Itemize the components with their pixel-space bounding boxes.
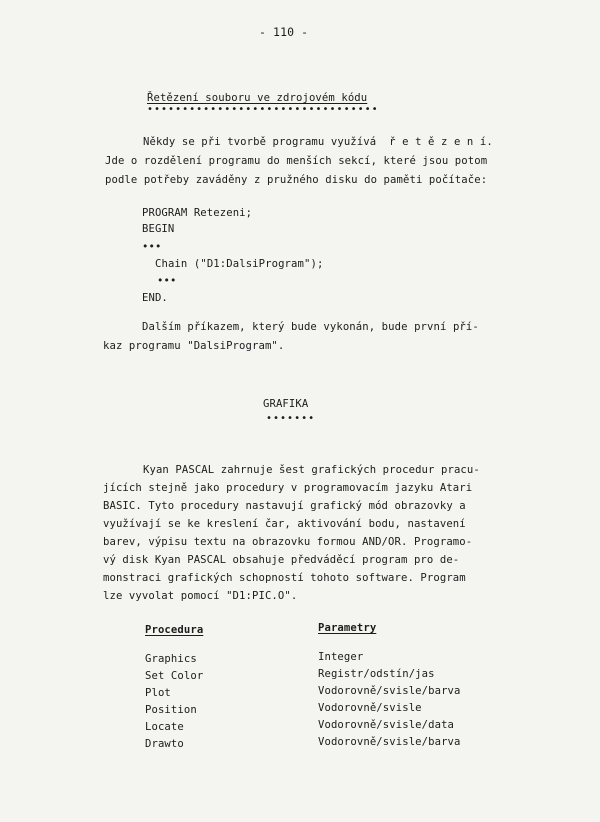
section-heading-grafika: GRAFIKA	[263, 398, 309, 410]
paragraph-line: Jde o rozdělení programu do menších sekcí, které jsou potom	[105, 155, 488, 167]
table-cell-procedure: Plot	[145, 687, 171, 699]
paragraph-line: podle potřeby zaváděny z pružného disku do paměti počítače:	[105, 174, 488, 186]
paragraph-line: monstraci grafických schopností tohoto software. Program	[103, 572, 466, 584]
table-header-parameters: Parametry	[318, 622, 377, 634]
page-number: - 110 -	[259, 25, 309, 39]
paragraph-line: využívají se ke kreslení čar, aktivování bodu, nastavení	[103, 518, 466, 530]
code-line: PROGRAM Retezeni;	[142, 207, 253, 219]
table-cell-procedure: Drawto	[145, 738, 184, 750]
paragraph-line: Dalším příkazem, který bude vykonán, bude první pří-	[142, 321, 479, 333]
paragraph-line: Někdy se při tvorbě programu využívá ř e t ě z e n í.	[143, 136, 493, 148]
table-cell-params: Vodorovně/svisle/barva	[318, 736, 461, 748]
paragraph-line: kaz programu "DalsiProgram".	[103, 340, 285, 352]
table-cell-procedure: Position	[145, 704, 197, 716]
paragraph-line: vý disk Kyan PASCAL obsahuje předváděcí program pro de-	[103, 554, 460, 566]
paragraph-line: BASIC. Tyto procedury nastavují grafický mód obrazovky a	[103, 500, 466, 512]
table-cell-params: Integer	[318, 651, 364, 663]
table-cell-params: Vodorovně/svisle/data	[318, 719, 455, 731]
code-line: •••	[157, 275, 177, 287]
paragraph-line: Kyan PASCAL zahrnuje šest grafických procedur pracu-	[143, 464, 480, 476]
section-heading-chaining: Řetězení souboru ve zdrojovém kódu	[147, 92, 368, 104]
heading-dots-underline: •••••••	[266, 413, 316, 424]
table-cell-params: Vodorovně/svisle	[318, 702, 422, 714]
table-cell-params: Vodorovně/svisle/barva	[318, 685, 461, 697]
code-line: •••	[142, 241, 162, 253]
heading-dots-underline: •••••••••••••••••••••••••••••••••	[147, 104, 379, 115]
code-line: BEGIN	[142, 223, 175, 235]
code-line: Chain ("D1:DalsiProgram");	[155, 258, 324, 270]
table-header-procedure: Procedura	[145, 624, 204, 636]
table-cell-procedure: Set Color	[145, 670, 204, 682]
code-line: END.	[142, 292, 168, 304]
paragraph-line: barev, výpisu textu na obrazovku formou AND/OR. Programo-	[103, 536, 473, 548]
paragraph-line: lze vyvolat pomocí "D1:PIC.O".	[103, 590, 298, 602]
table-cell-procedure: Graphics	[145, 653, 197, 665]
paragraph-line: jících stejně jako procedury v programovacím jazyku Atari	[103, 482, 473, 494]
table-cell-params: Registr/odstín/jas	[318, 668, 435, 680]
table-cell-procedure: Locate	[145, 721, 184, 733]
